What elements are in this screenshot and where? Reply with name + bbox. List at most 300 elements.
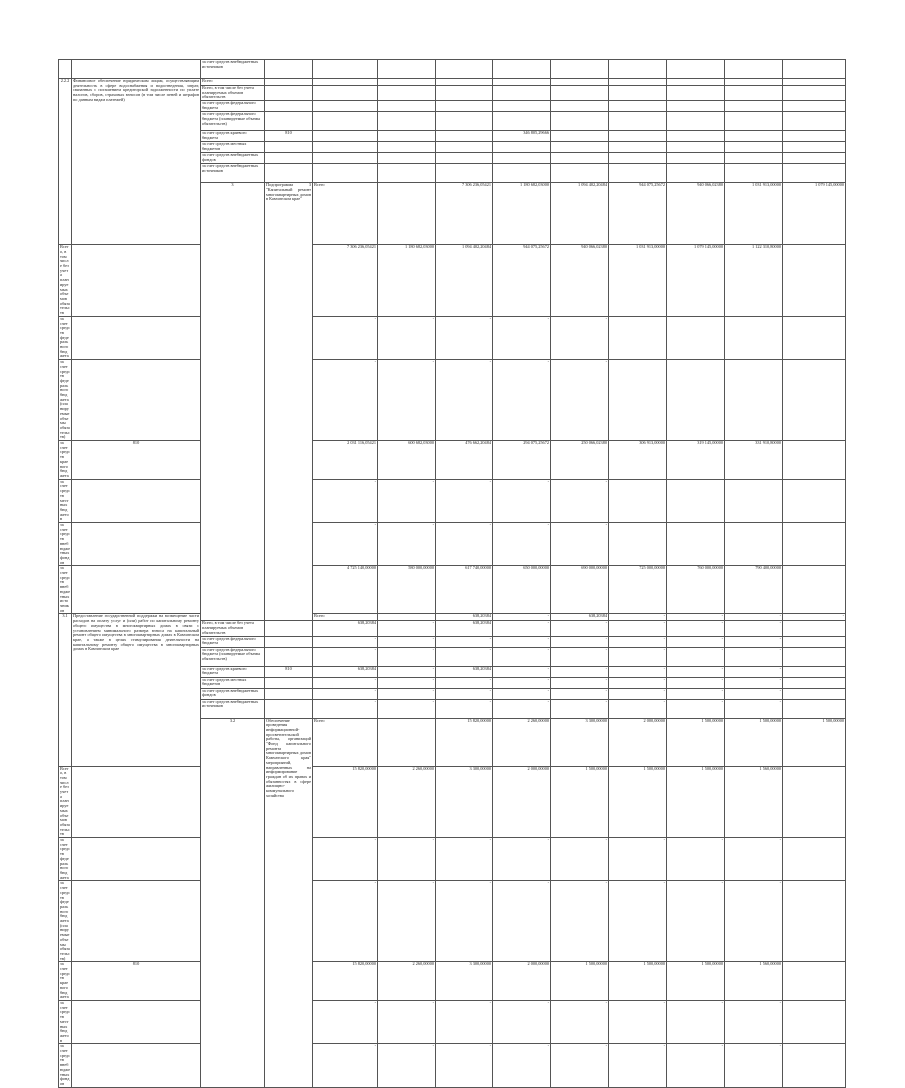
amount-cell [493, 112, 551, 131]
grbs-code [72, 360, 201, 441]
amount-cell: - [667, 881, 725, 962]
table-row [59, 614, 846, 621]
amount-cell: - [493, 881, 551, 962]
amount-cell [783, 164, 846, 183]
funding-source: за счет средств внебюджетных фондов [201, 688, 265, 699]
amount-cell [725, 86, 783, 101]
grbs-code [265, 164, 313, 183]
amount-cell [783, 441, 846, 480]
amount-cell: 331 910,80000 [725, 441, 783, 480]
amount-cell: 1 500,00000 [551, 962, 609, 1001]
amount-cell: - [667, 614, 725, 621]
amount-cell: - [313, 479, 378, 522]
amount-cell: - [667, 621, 725, 636]
grbs-code [265, 621, 313, 636]
amount-cell [436, 131, 493, 142]
grbs-code [265, 153, 313, 164]
amount-cell [609, 79, 667, 86]
amount-cell: 15 820,00000 [313, 766, 378, 838]
funding-source: Всего [201, 79, 265, 86]
amount-cell: - [313, 360, 378, 441]
funding-source: за счет средств федерального бюджета (планируемые объемы обязательств) [201, 647, 265, 666]
amount-cell: 940 066,02380 [551, 245, 609, 317]
amount-cell: 725 000,00000 [609, 566, 667, 614]
funding-source: за счет средств краевого бюджета [60, 440, 70, 478]
funding-source: за счет средств краевого бюджета [60, 961, 70, 1000]
funding-source: за счет средств внебюджетных источников [201, 164, 265, 183]
amount-cell: - [313, 647, 378, 666]
amount-cell [313, 153, 378, 164]
amount-cell: - [667, 647, 725, 666]
amount-cell: 3 300,00000 [436, 962, 493, 1001]
amount-cell: - [551, 699, 609, 718]
amount-cell: - [725, 647, 783, 666]
amount-cell: - [493, 699, 551, 718]
grbs-code [72, 766, 201, 838]
amount-cell: - [436, 316, 493, 359]
funding-source: Всего, в том числе без учета планируемых объемов обязательств [60, 766, 70, 837]
amount-cell: - [493, 479, 551, 522]
amount-cell [436, 60, 493, 79]
funding-source: за счет средств внебюджетных фондов [60, 1043, 70, 1086]
table-row [59, 441, 846, 480]
amount-cell [378, 86, 436, 101]
amount-cell: - [551, 316, 609, 359]
amount-cell: - [551, 677, 609, 688]
amount-cell [493, 79, 551, 86]
amount-cell [725, 316, 783, 359]
row-number: 3.1 [59, 614, 72, 766]
amount-cell [783, 112, 846, 131]
amount-cell: - [725, 699, 783, 718]
funding-source: за счет средств федерального бюджета [201, 101, 265, 112]
table-row [59, 523, 846, 566]
funding-source: за счет средств местных бюджетов [60, 479, 70, 522]
amount-cell [378, 153, 436, 164]
amount-cell: 580 000,00000 [378, 566, 436, 614]
amount-cell: - [609, 621, 667, 636]
amount-cell: - [436, 688, 493, 699]
amount-cell: 638,20384 [436, 614, 493, 621]
grbs-code [265, 101, 313, 112]
amount-cell [313, 101, 378, 112]
amount-cell [551, 101, 609, 112]
amount-cell [725, 79, 783, 86]
amount-cell: - [436, 881, 493, 962]
amount-cell: - [551, 881, 609, 962]
amount-cell: - [493, 523, 551, 566]
amount-cell: - [493, 666, 551, 677]
amount-cell: - [378, 677, 436, 688]
amount-cell [609, 164, 667, 183]
amount-cell: - [667, 677, 725, 688]
amount-cell: - [609, 647, 667, 666]
amount-cell: 638,20384 [313, 621, 378, 636]
amount-cell: - [551, 688, 609, 699]
amount-cell: - [313, 881, 378, 962]
amount-cell: - [378, 688, 436, 699]
amount-cell: 1 031 913,00000 [609, 245, 667, 317]
amount-cell: - [725, 1044, 783, 1087]
table-row [59, 962, 846, 1001]
amount-cell: - [493, 677, 551, 688]
amount-cell: - [783, 614, 846, 621]
grbs-code [265, 677, 313, 688]
amount-cell [551, 142, 609, 153]
amount-cell: 294 075,25672 [493, 441, 551, 480]
amount-cell: - [493, 621, 551, 636]
amount-cell: - [493, 688, 551, 699]
amount-cell: 790 400,00000 [725, 566, 783, 614]
amount-cell: - [493, 316, 551, 359]
amount-cell: 1 500,00000 [667, 962, 725, 1001]
document-page [58, 59, 844, 1088]
amount-cell [783, 766, 846, 838]
amount-cell: - [609, 614, 667, 621]
amount-cell [551, 153, 609, 164]
amount-cell: - [609, 881, 667, 962]
amount-cell: 1 500,00000 [609, 962, 667, 1001]
amount-cell: 1 560,00000 [725, 962, 783, 1001]
amount-cell: - [667, 1044, 725, 1087]
amount-cell [551, 131, 609, 142]
funding-source: за счет средств краевого бюджета [201, 131, 265, 142]
funding-source: за счет средств федерального бюджета (планируемые объемы обязательств) [201, 112, 265, 131]
funding-source: Всего, в том числе без учета планируемых объемов обязательств [201, 86, 265, 101]
amount-cell: 2 000,00000 [609, 718, 667, 766]
table-row [59, 479, 846, 522]
amount-cell: - [313, 523, 378, 566]
funding-source: за счет средств федерального бюджета (планируемые объемы обязательств) [60, 359, 70, 440]
amount-cell [667, 60, 725, 79]
amount-cell [783, 360, 846, 441]
amount-cell: 1 031 913,00000 [725, 183, 783, 245]
amount-cell: - [551, 621, 609, 636]
amount-cell: 1 500,00000 [609, 766, 667, 838]
amount-cell: 319 145,00000 [667, 441, 725, 480]
amount-cell: - [313, 1044, 378, 1087]
amount-cell: 4 725 140,00000 [313, 566, 378, 614]
amount-cell: 7 306 236,05421 [436, 183, 493, 245]
amount-cell [783, 523, 846, 566]
amount-cell: - [436, 677, 493, 688]
funding-source: Всего, в том числе без учета планируемых объемов обязательств [201, 621, 265, 636]
measure-title: Финансовое обеспечение юридическим лицам, осуществляющим деятельность в сфере водоснабжения и водоотведения, затрат, связанных с погашением кредиторской задолженности по уплате налогов, сборов, страховых взносов (в том числе пеней и штрафов по данным видам платежей) [72, 79, 201, 245]
amount-cell: - [378, 636, 436, 647]
amount-cell [493, 153, 551, 164]
amount-cell [313, 112, 378, 131]
amount-cell: - [313, 688, 378, 699]
amount-cell [436, 101, 493, 112]
amount-cell: 940 066,02380 [667, 183, 725, 245]
grbs-code: 810 [72, 962, 201, 1001]
amount-cell: - [609, 666, 667, 677]
amount-cell: - [551, 647, 609, 666]
amount-cell: - [725, 614, 783, 621]
grbs-code [72, 523, 201, 566]
funding-source: за счет средств внебюджетных источников [201, 60, 265, 79]
grbs-code [72, 479, 201, 522]
amount-cell [493, 164, 551, 183]
grbs-code [72, 838, 201, 881]
amount-cell [378, 142, 436, 153]
amount-cell: - [551, 1044, 609, 1087]
funding-source: за счет средств местных бюджетов [201, 142, 265, 153]
amount-cell: 306 913,00000 [609, 441, 667, 480]
funding-source: за счет средств краевого бюджета [201, 666, 265, 677]
amount-cell [436, 86, 493, 101]
amount-cell [436, 164, 493, 183]
table-row [59, 1000, 846, 1043]
grbs-code [265, 79, 313, 86]
amount-cell: - [667, 688, 725, 699]
amount-cell: - [313, 1000, 378, 1043]
amount-cell [313, 131, 378, 142]
amount-cell: - [609, 1000, 667, 1043]
table-row [59, 566, 846, 614]
amount-cell [725, 142, 783, 153]
amount-cell [667, 131, 725, 142]
amount-cell [725, 131, 783, 142]
grbs-code [378, 718, 436, 766]
amount-cell: 1 500,00000 [667, 766, 725, 838]
amount-cell [378, 131, 436, 142]
amount-cell: - [436, 479, 493, 522]
amount-cell: - [378, 479, 436, 522]
amount-cell: - [551, 666, 609, 677]
amount-cell [551, 164, 609, 183]
amount-cell [551, 86, 609, 101]
amount-cell: - [378, 647, 436, 666]
amount-cell: 2 260,00000 [493, 718, 551, 766]
amount-cell [493, 101, 551, 112]
amount-cell: - [609, 1044, 667, 1087]
funding-source: Всего [313, 718, 378, 766]
amount-cell [609, 360, 667, 441]
amount-cell [609, 479, 667, 522]
amount-cell: - [313, 838, 378, 881]
amount-cell: 944 075,25672 [493, 245, 551, 317]
amount-cell [783, 101, 846, 112]
grbs-code: 810 [265, 131, 313, 142]
funding-source: Всего [313, 614, 378, 621]
amount-cell [667, 316, 725, 359]
amount-cell [783, 60, 846, 79]
amount-cell: 3 300,00000 [551, 718, 609, 766]
grbs-code [378, 614, 436, 621]
table-row [59, 838, 846, 881]
amount-cell [725, 360, 783, 441]
amount-cell [783, 566, 846, 614]
funding-source: за счет средств федерального бюджета (планируемые объемы обязательств) [60, 880, 70, 961]
amount-cell: - [378, 1044, 436, 1087]
amount-cell: 650 000,00000 [493, 566, 551, 614]
measure-title: Предоставление государственной поддержки на возмещение части расходов на оплату услуг и (или) работ по капитальному ремонту общего имущества в многоквартирных домах в связи с установлением минимального размера взноса на капитальный ремонт общего имущества в многоквартирных домах в Камчатском крае, а также в целях стимулирования деятельности на капитальному ремонту общего имущества в многоквартирных домах в Камчатском крае [72, 614, 201, 766]
amount-cell [783, 1044, 846, 1087]
amount-cell: - [313, 636, 378, 647]
amount-cell: - [667, 636, 725, 647]
amount-cell: - [725, 636, 783, 647]
grbs-code: 810 [265, 666, 313, 677]
amount-cell: - [609, 699, 667, 718]
amount-cell: - [378, 360, 436, 441]
measure-title: Обеспечение проведения информационной-просветительской работы, организаций "Фонд капитального ремонта многоквартирных домов Камчатского края" мероприятий, направленных на информирование граждан об их правах и обязанностях в сфере жилищно-коммунального хозяйства [265, 718, 313, 1087]
amount-cell: - [493, 1000, 551, 1043]
amount-cell: 1 094 402,20484 [551, 183, 609, 245]
row-number [59, 60, 72, 79]
amount-cell: 760 000,00000 [667, 566, 725, 614]
amount-cell [378, 79, 436, 86]
funding-source: за счет средств федерального бюджета [201, 636, 265, 647]
amount-cell: - [378, 666, 436, 677]
amount-cell [783, 131, 846, 142]
funding-source: за счет средств внебюджетных фондов [60, 522, 70, 565]
grbs-code [265, 142, 313, 153]
amount-cell [436, 79, 493, 86]
amount-cell [725, 153, 783, 164]
amount-cell: 1 122 310,80000 [725, 245, 783, 317]
amount-cell: 2 000,00000 [493, 962, 551, 1001]
amount-cell: 638,20384 [551, 614, 609, 621]
amount-cell [609, 142, 667, 153]
amount-cell [609, 131, 667, 142]
table-row [59, 766, 846, 838]
amount-cell: - [609, 677, 667, 688]
amount-cell [667, 112, 725, 131]
amount-cell: 1 560,00000 [725, 766, 783, 838]
amount-cell: 1 079 145,00000 [783, 183, 846, 245]
grbs-code [72, 566, 201, 614]
amount-cell: 1 500,00000 [667, 718, 725, 766]
amount-cell: 476 662,20484 [436, 441, 493, 480]
grbs-code [265, 636, 313, 647]
amount-cell: - [667, 1000, 725, 1043]
amount-cell [783, 666, 846, 677]
amount-cell [783, 316, 846, 359]
grbs-code [265, 688, 313, 699]
grbs-code [265, 112, 313, 131]
amount-cell [609, 523, 667, 566]
amount-cell [783, 688, 846, 699]
table-row [59, 79, 846, 86]
amount-cell: - [667, 666, 725, 677]
amount-cell [667, 360, 725, 441]
table-row [59, 360, 846, 441]
funding-source: за счет средств федерального бюджета [60, 316, 70, 359]
amount-cell [609, 101, 667, 112]
amount-cell [783, 245, 846, 317]
grbs-code [72, 881, 201, 962]
table-row [59, 60, 846, 79]
amount-cell [783, 677, 846, 688]
amount-cell: 346 805,29666 [493, 131, 551, 142]
amount-cell [783, 647, 846, 666]
row-number: 3 [201, 183, 265, 621]
amount-cell: - [725, 881, 783, 962]
amount-cell: - [378, 1000, 436, 1043]
measure-title [72, 60, 201, 79]
amount-cell [493, 142, 551, 153]
amount-cell: - [725, 666, 783, 677]
amount-cell: - [436, 838, 493, 881]
amount-cell [313, 164, 378, 183]
amount-cell [783, 142, 846, 153]
amount-cell: 1 180 682,03000 [493, 183, 551, 245]
amount-cell: - [609, 688, 667, 699]
amount-cell: - [378, 523, 436, 566]
amount-cell: - [725, 1000, 783, 1043]
grbs-code [265, 86, 313, 101]
amount-cell: 617 740,00000 [436, 566, 493, 614]
amount-cell [725, 112, 783, 131]
amount-cell: 2 260,00000 [378, 766, 436, 838]
amount-cell: 15 820,00000 [436, 718, 493, 766]
amount-cell: - [551, 1000, 609, 1043]
amount-cell: - [436, 1044, 493, 1087]
row-number: 3.2 [201, 718, 265, 1087]
amount-cell: - [551, 360, 609, 441]
amount-cell [783, 962, 846, 1001]
amount-cell: 3 300,00000 [436, 766, 493, 838]
amount-cell [313, 79, 378, 86]
amount-cell [667, 153, 725, 164]
amount-cell: 1 500,00000 [551, 766, 609, 838]
amount-cell [436, 142, 493, 153]
amount-cell: - [436, 636, 493, 647]
amount-cell [436, 112, 493, 131]
grbs-code [72, 1044, 201, 1087]
amount-cell [609, 86, 667, 101]
amount-cell [725, 164, 783, 183]
amount-cell [783, 86, 846, 101]
amount-cell: 944 075,25672 [609, 183, 667, 245]
amount-cell [609, 153, 667, 164]
amount-cell: - [313, 677, 378, 688]
amount-cell: - [551, 838, 609, 881]
amount-cell [783, 479, 846, 522]
amount-cell: - [609, 838, 667, 881]
funding-source: за счет средств федерального бюджета [60, 837, 70, 880]
amount-cell [551, 112, 609, 131]
amount-cell [609, 60, 667, 79]
amount-cell [725, 101, 783, 112]
amount-cell: 638,20384 [313, 666, 378, 677]
grbs-code [265, 60, 313, 79]
table-row [59, 1044, 846, 1087]
measure-title: Подпрограмма 3 "Капитальный ремонт многоквартирных домов в Камчатском крае" [265, 183, 313, 621]
amount-cell: - [436, 1000, 493, 1043]
amount-cell [313, 86, 378, 101]
amount-cell: - [667, 838, 725, 881]
grbs-code [378, 183, 436, 245]
amount-cell: - [551, 479, 609, 522]
funding-source: Всего, в том числе без учета планируемых объемов обязательств [60, 244, 70, 316]
amount-cell [667, 164, 725, 183]
grbs-code [265, 647, 313, 666]
amount-cell [725, 60, 783, 79]
amount-cell: - [378, 621, 436, 636]
amount-cell [493, 60, 551, 79]
amount-cell [783, 79, 846, 86]
amount-cell: - [378, 316, 436, 359]
amount-cell: 638,20384 [436, 621, 493, 636]
amount-cell: - [493, 1044, 551, 1087]
amount-cell: - [551, 523, 609, 566]
grbs-code [72, 245, 201, 317]
amount-cell: - [313, 316, 378, 359]
funding-source: за счет средств местных бюджетов [60, 1000, 70, 1043]
amount-cell [378, 101, 436, 112]
